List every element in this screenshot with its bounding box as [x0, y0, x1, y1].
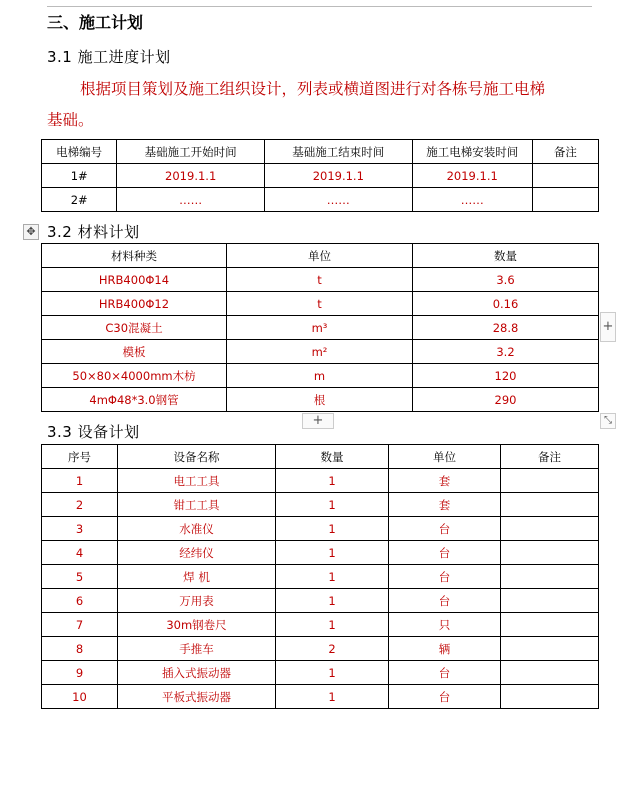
paragraph-line-1: 根据项目策划及施工组织设计，列表或横道图进行对各栋号施工电梯 [80, 80, 546, 98]
table-row [42, 364, 599, 388]
column-header: 备注 [501, 445, 599, 469]
table-cell[interactable]: 120 [413, 364, 599, 388]
table-cell[interactable] [501, 685, 599, 709]
table-cell[interactable]: 2 [42, 493, 118, 517]
table-cell[interactable]: 6 [42, 589, 118, 613]
table-cell[interactable]: 模板 [42, 340, 227, 364]
table-cell[interactable]: t [227, 292, 413, 316]
table-row [42, 164, 599, 188]
table-cell[interactable]: …… [412, 188, 532, 212]
header-row [42, 244, 599, 268]
table-cell[interactable]: 根 [227, 388, 413, 412]
table-cell[interactable] [501, 469, 599, 493]
table-cell[interactable]: 插入式振动器 [118, 661, 276, 685]
table-cell[interactable]: 1# [42, 164, 117, 188]
table-cell[interactable]: m² [227, 340, 413, 364]
table-row [42, 493, 599, 517]
table-cell[interactable]: 2019.1.1 [264, 164, 412, 188]
column-header: 设备名称 [118, 445, 276, 469]
table-cell[interactable]: 1 [276, 469, 389, 493]
table-cell[interactable]: 台 [389, 589, 501, 613]
add-column-icon[interactable]: + [600, 312, 616, 342]
table-cell[interactable] [532, 188, 598, 212]
paragraph-line-2: 基础。 [47, 111, 94, 129]
table-cell[interactable]: HRB400Φ14 [42, 268, 227, 292]
table-row [42, 565, 599, 589]
table-cell[interactable]: HRB400Φ12 [42, 292, 227, 316]
table-cell[interactable]: C30混凝土 [42, 316, 227, 340]
table-cell[interactable] [501, 517, 599, 541]
table-cell[interactable]: 1 [276, 661, 389, 685]
table-cell[interactable]: 经纬仪 [118, 541, 276, 565]
page-top-rule [47, 6, 592, 7]
table-cell[interactable]: m³ [227, 316, 413, 340]
table-row [42, 589, 599, 613]
table-cell[interactable]: 水准仪 [118, 517, 276, 541]
table-cell[interactable]: 7 [42, 613, 118, 637]
table-cell[interactable]: 9 [42, 661, 118, 685]
table-cell[interactable] [501, 565, 599, 589]
table-cell[interactable]: 手推车 [118, 637, 276, 661]
table-row [42, 292, 599, 316]
schedule-table[interactable] [41, 139, 599, 212]
table-row [42, 517, 599, 541]
table-cell[interactable]: m [227, 364, 413, 388]
table-cell[interactable] [532, 164, 598, 188]
section-heading: 三、施工计划 [47, 13, 144, 32]
equipment-table[interactable] [41, 444, 599, 709]
table-cell[interactable]: 5 [42, 565, 118, 589]
table-cell[interactable]: 台 [389, 565, 501, 589]
table-cell[interactable]: 套 [389, 493, 501, 517]
table-cell[interactable]: 台 [389, 541, 501, 565]
table-cell[interactable]: 焊 机 [118, 565, 276, 589]
column-header: 序号 [42, 445, 118, 469]
table-cell[interactable]: 290 [413, 388, 599, 412]
table-row [42, 661, 599, 685]
table-cell[interactable] [501, 589, 599, 613]
table-row [42, 316, 599, 340]
table-cell[interactable]: 1 [276, 517, 389, 541]
column-header: 数量 [276, 445, 389, 469]
column-header: 电梯编号 [42, 140, 117, 164]
table-cell[interactable]: 万用表 [118, 589, 276, 613]
table-row [42, 637, 599, 661]
table-cell[interactable]: 1 [42, 469, 118, 493]
column-header: 材料种类 [42, 244, 227, 268]
table-resize-icon[interactable]: ⤡ [600, 413, 616, 429]
column-header: 单位 [227, 244, 413, 268]
table-cell[interactable]: 3.6 [413, 268, 599, 292]
table-cell[interactable]: 30m钢卷尺 [118, 613, 276, 637]
table-cell[interactable]: 1 [276, 565, 389, 589]
column-header: 备注 [532, 140, 598, 164]
header-row [42, 445, 599, 469]
table-cell[interactable]: …… [264, 188, 412, 212]
table-row [42, 268, 599, 292]
table-cell[interactable]: 台 [389, 685, 501, 709]
table-cell[interactable] [501, 661, 599, 685]
table-move-handle-icon[interactable]: ✥ [23, 224, 39, 240]
table-row [42, 469, 599, 493]
table-row [42, 613, 599, 637]
table-cell[interactable]: 50×80×4000mm木枋 [42, 364, 227, 388]
table-row [42, 541, 599, 565]
table-cell[interactable]: 2019.1.1 [117, 164, 265, 188]
table-cell[interactable]: 1 [276, 589, 389, 613]
table-cell[interactable] [501, 637, 599, 661]
column-header: 基础施工开始时间 [117, 140, 265, 164]
material-plan-title: 3.2 材料计划 [47, 223, 140, 241]
table-row [42, 388, 599, 412]
table-cell[interactable] [501, 541, 599, 565]
table-cell[interactable]: 8 [42, 637, 118, 661]
table-cell[interactable]: 只 [389, 613, 501, 637]
add-row-icon[interactable]: + [302, 413, 334, 429]
table-cell[interactable]: 2# [42, 188, 117, 212]
table-cell[interactable]: 1 [276, 613, 389, 637]
table-cell[interactable]: 台 [389, 661, 501, 685]
column-header: 数量 [413, 244, 599, 268]
schedule-paragraph [47, 74, 602, 136]
table-cell[interactable]: …… [117, 188, 265, 212]
table-row [42, 685, 599, 709]
table-cell[interactable]: 4mΦ48*3.0钢管 [42, 388, 227, 412]
column-header: 单位 [389, 445, 501, 469]
table-cell[interactable]: 2 [276, 637, 389, 661]
table-cell[interactable]: t [227, 268, 413, 292]
table-cell[interactable]: 平板式振动器 [118, 685, 276, 709]
table-cell[interactable]: 2019.1.1 [412, 164, 532, 188]
table-cell[interactable]: 3 [42, 517, 118, 541]
table-cell[interactable]: 1 [276, 493, 389, 517]
schedule-plan-title: 3.1 施工进度计划 [47, 48, 171, 66]
column-header: 施工电梯安装时间 [412, 140, 532, 164]
header-row [42, 140, 599, 164]
table-cell[interactable]: 10 [42, 685, 118, 709]
table-cell[interactable]: 钳工工具 [118, 493, 276, 517]
table-cell[interactable]: 1 [276, 685, 389, 709]
table-cell[interactable]: 台 [389, 517, 501, 541]
table-cell[interactable]: 电工工具 [118, 469, 276, 493]
table-cell[interactable]: 4 [42, 541, 118, 565]
material-table[interactable] [41, 243, 599, 412]
table-row [42, 188, 599, 212]
equipment-plan-title: 3.3 设备计划 [47, 423, 140, 441]
table-cell[interactable]: 辆 [389, 637, 501, 661]
table-cell[interactable] [501, 613, 599, 637]
table-cell[interactable]: 28.8 [413, 316, 599, 340]
table-cell[interactable]: 1 [276, 541, 389, 565]
table-cell[interactable]: 0.16 [413, 292, 599, 316]
table-cell[interactable]: 套 [389, 469, 501, 493]
table-row [42, 340, 599, 364]
table-cell[interactable] [501, 493, 599, 517]
column-header: 基础施工结束时间 [264, 140, 412, 164]
table-cell[interactable]: 3.2 [413, 340, 599, 364]
